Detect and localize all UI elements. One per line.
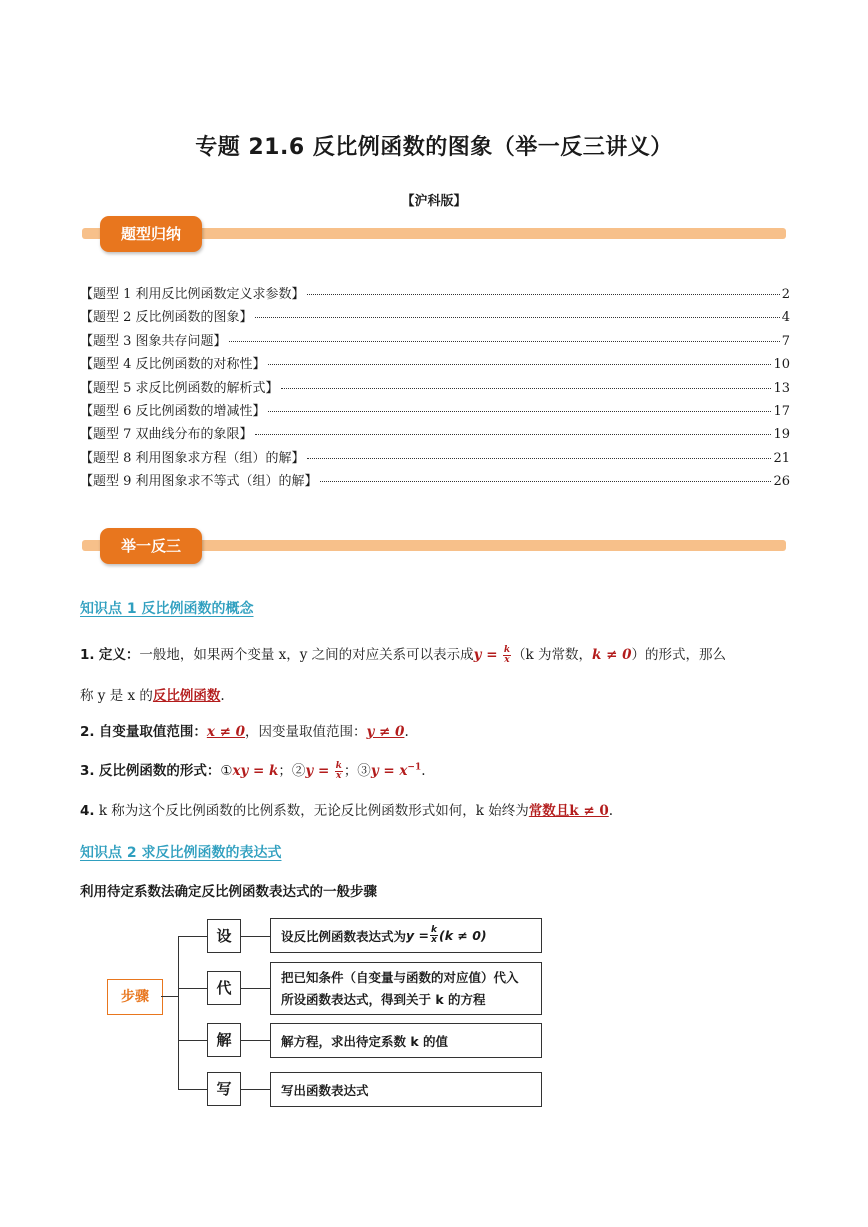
definition-label: 定义： — [98, 647, 140, 663]
period: . — [421, 763, 426, 779]
connector-root — [161, 996, 178, 997]
knowledge-point-2-heading: 知识点 2 求反比例函数的表达式 — [80, 845, 282, 861]
section-tag-question-types: 题型归纳 — [100, 216, 202, 252]
period: . — [608, 803, 614, 819]
connector-vertical — [178, 936, 179, 1089]
domain-paragraph — [80, 720, 409, 740]
connector-desc-2 — [241, 988, 270, 989]
section-tag-examples: 举一反三 — [100, 528, 202, 564]
step-desc-text: 设反比例函数表达式为 — [281, 928, 407, 944]
toc-entry-label: 【题型 6 反比例函数的增减性】 — [80, 403, 266, 419]
step-desc-text: 把已知条件（自变量与函数的对应值）代入 — [281, 969, 519, 985]
toc-leader-dots — [229, 341, 780, 342]
toc-entry[interactable] — [80, 470, 790, 493]
step-desc-substitute — [270, 962, 542, 1015]
form-1-formula: xy = k — [232, 763, 279, 779]
forms-label: 反比例函数的形式： — [98, 763, 221, 779]
toc-leader-dots — [268, 364, 772, 365]
fraction-numerator: k — [335, 761, 342, 771]
toc-entry-page: 21 — [773, 450, 790, 466]
toc-entry[interactable] — [80, 353, 790, 376]
definition-paragraph — [80, 643, 726, 665]
toc-entry-label: 【题型 2 反比例函数的图象】 — [80, 310, 253, 326]
connector-step-1 — [178, 936, 207, 937]
steps-lead-text: 利用待定系数法确定反比例函数表达式的一般步骤 — [80, 884, 377, 900]
toc-entry-label: 【题型 1 利用反比例函数定义求参数】 — [80, 287, 305, 302]
circled-2: ；② — [278, 763, 306, 779]
range-label: ，因变量取值范围： — [244, 724, 367, 740]
step-desc-solve: 解方程，求出待定系数 k 的值 — [270, 1023, 542, 1058]
fraction-denominator: x — [431, 935, 437, 945]
toc-entry-label: 【题型 5 求反比例函数的解析式】 — [80, 380, 279, 396]
step-key-write: 写 — [207, 1072, 241, 1106]
toc-entry-label: 【题型 8 利用图象求方程（组）的解】 — [80, 450, 305, 466]
connector-desc-1 — [241, 936, 270, 937]
fraction-denominator: x — [504, 655, 510, 665]
fraction-numerator: k — [431, 925, 437, 935]
toc-entry-label: 【题型 9 利用图象求不等式（组）的解】 — [80, 474, 318, 490]
connector-desc-4 — [241, 1089, 270, 1090]
toc-entry[interactable] — [80, 423, 790, 446]
fraction-numerator: k — [503, 645, 511, 655]
form-3-formula: y = x — [370, 763, 408, 779]
connector-step-2 — [178, 988, 207, 989]
connector-step-3 — [178, 1040, 207, 1041]
toc-entry-page: 26 — [773, 474, 790, 490]
item-number: 2. — [80, 724, 95, 740]
document-title: 专题 21.6 反比例函数的图象（举一反三讲义） — [195, 135, 673, 160]
fraction-k-over-x — [503, 646, 511, 665]
toc-entry[interactable] — [80, 377, 790, 400]
item-number: 4. — [80, 803, 95, 819]
toc-leader-dots — [268, 411, 772, 412]
item-number: 3. — [80, 763, 95, 779]
domain-label: 自变量取值范围： — [98, 724, 207, 740]
toc-entry[interactable] — [80, 283, 790, 306]
k-nonzero-condition: k ≠ 0 — [592, 647, 632, 663]
step-key-substitute: 代 — [207, 971, 241, 1005]
toc-entry-page: 2 — [781, 287, 790, 302]
toc-leader-dots — [281, 388, 772, 389]
formula-lhs: y = — [473, 647, 498, 663]
toc-leader-dots — [320, 481, 772, 482]
period: . — [404, 724, 409, 740]
item-number: 1. — [80, 647, 95, 663]
table-of-contents — [80, 283, 790, 494]
step-desc-write: 写出函数表达式 — [270, 1072, 542, 1107]
toc-entry-page: 19 — [773, 427, 790, 443]
term-inverse-proportion-function: 反比例函数 — [152, 688, 221, 704]
constant-nonzero-note: 常数且k ≠ 0 — [528, 803, 609, 819]
toc-entry-page: 13 — [773, 380, 790, 396]
x-domain-value: x ≠ 0 — [206, 724, 245, 740]
toc-entry-page: 7 — [781, 333, 790, 349]
toc-entry-page: 10 — [773, 357, 790, 373]
step-key-set: 设 — [207, 919, 241, 953]
y-range-value: y ≠ 0 — [366, 724, 405, 740]
circled-1: ① — [220, 763, 233, 779]
toc-leader-dots — [307, 294, 780, 295]
forms-paragraph — [80, 759, 426, 781]
edition-label: 【沪科版】 — [401, 194, 467, 209]
steps-root-box: 步骤 — [107, 979, 163, 1015]
step-desc-text-line-2: 所设函数表达式，得到关于 k 的方程 — [281, 991, 486, 1007]
toc-entry-label: 【题型 7 双曲线分布的象限】 — [80, 427, 253, 443]
knowledge-point-1-heading: 知识点 1 反比例函数的概念 — [80, 601, 254, 617]
toc-leader-dots — [255, 434, 772, 435]
toc-entry-label: 【题型 4 反比例函数的对称性】 — [80, 357, 266, 373]
toc-entry[interactable] — [80, 306, 790, 329]
step-desc-set — [270, 918, 542, 953]
toc-leader-dots — [255, 317, 780, 318]
toc-entry[interactable] — [80, 447, 790, 470]
definition-line-2-text: 称 y 是 x 的 — [80, 688, 153, 704]
toc-entry-page: 17 — [773, 403, 790, 419]
fraction-denominator: x — [336, 771, 342, 781]
step-key-solve: 解 — [207, 1023, 241, 1057]
step-formula-tail: (k ≠ 0) — [439, 928, 487, 943]
coefficient-text: k 称为这个反比例函数的比例系数，无论反比例函数形式如何，k 始终为 — [98, 803, 529, 819]
definition-paren: （k 为常数， — [512, 647, 593, 663]
toc-entry[interactable] — [80, 400, 790, 423]
fraction-k-over-x — [335, 762, 343, 781]
definition-line-2 — [80, 684, 225, 704]
toc-entry[interactable] — [80, 330, 790, 353]
period: . — [220, 688, 225, 704]
definition-text: 一般地，如果两个变量 x，y 之间的对应关系可以表示成 — [139, 647, 474, 663]
fraction-k-over-x — [430, 926, 438, 945]
toc-entry-page: 4 — [781, 310, 790, 326]
connector-desc-3 — [241, 1040, 270, 1041]
form-3-exponent: −1 — [407, 762, 422, 773]
definition-tail: ）的形式，那么 — [631, 647, 727, 663]
toc-entry-label: 【题型 3 图象共存问题】 — [80, 333, 227, 349]
circled-3: ；③ — [343, 763, 371, 779]
toc-leader-dots — [307, 458, 772, 459]
step-formula-lhs: y = — [406, 928, 429, 943]
coefficient-paragraph — [80, 799, 613, 819]
connector-step-4 — [178, 1089, 207, 1090]
form-2-lhs: y = — [305, 763, 330, 779]
